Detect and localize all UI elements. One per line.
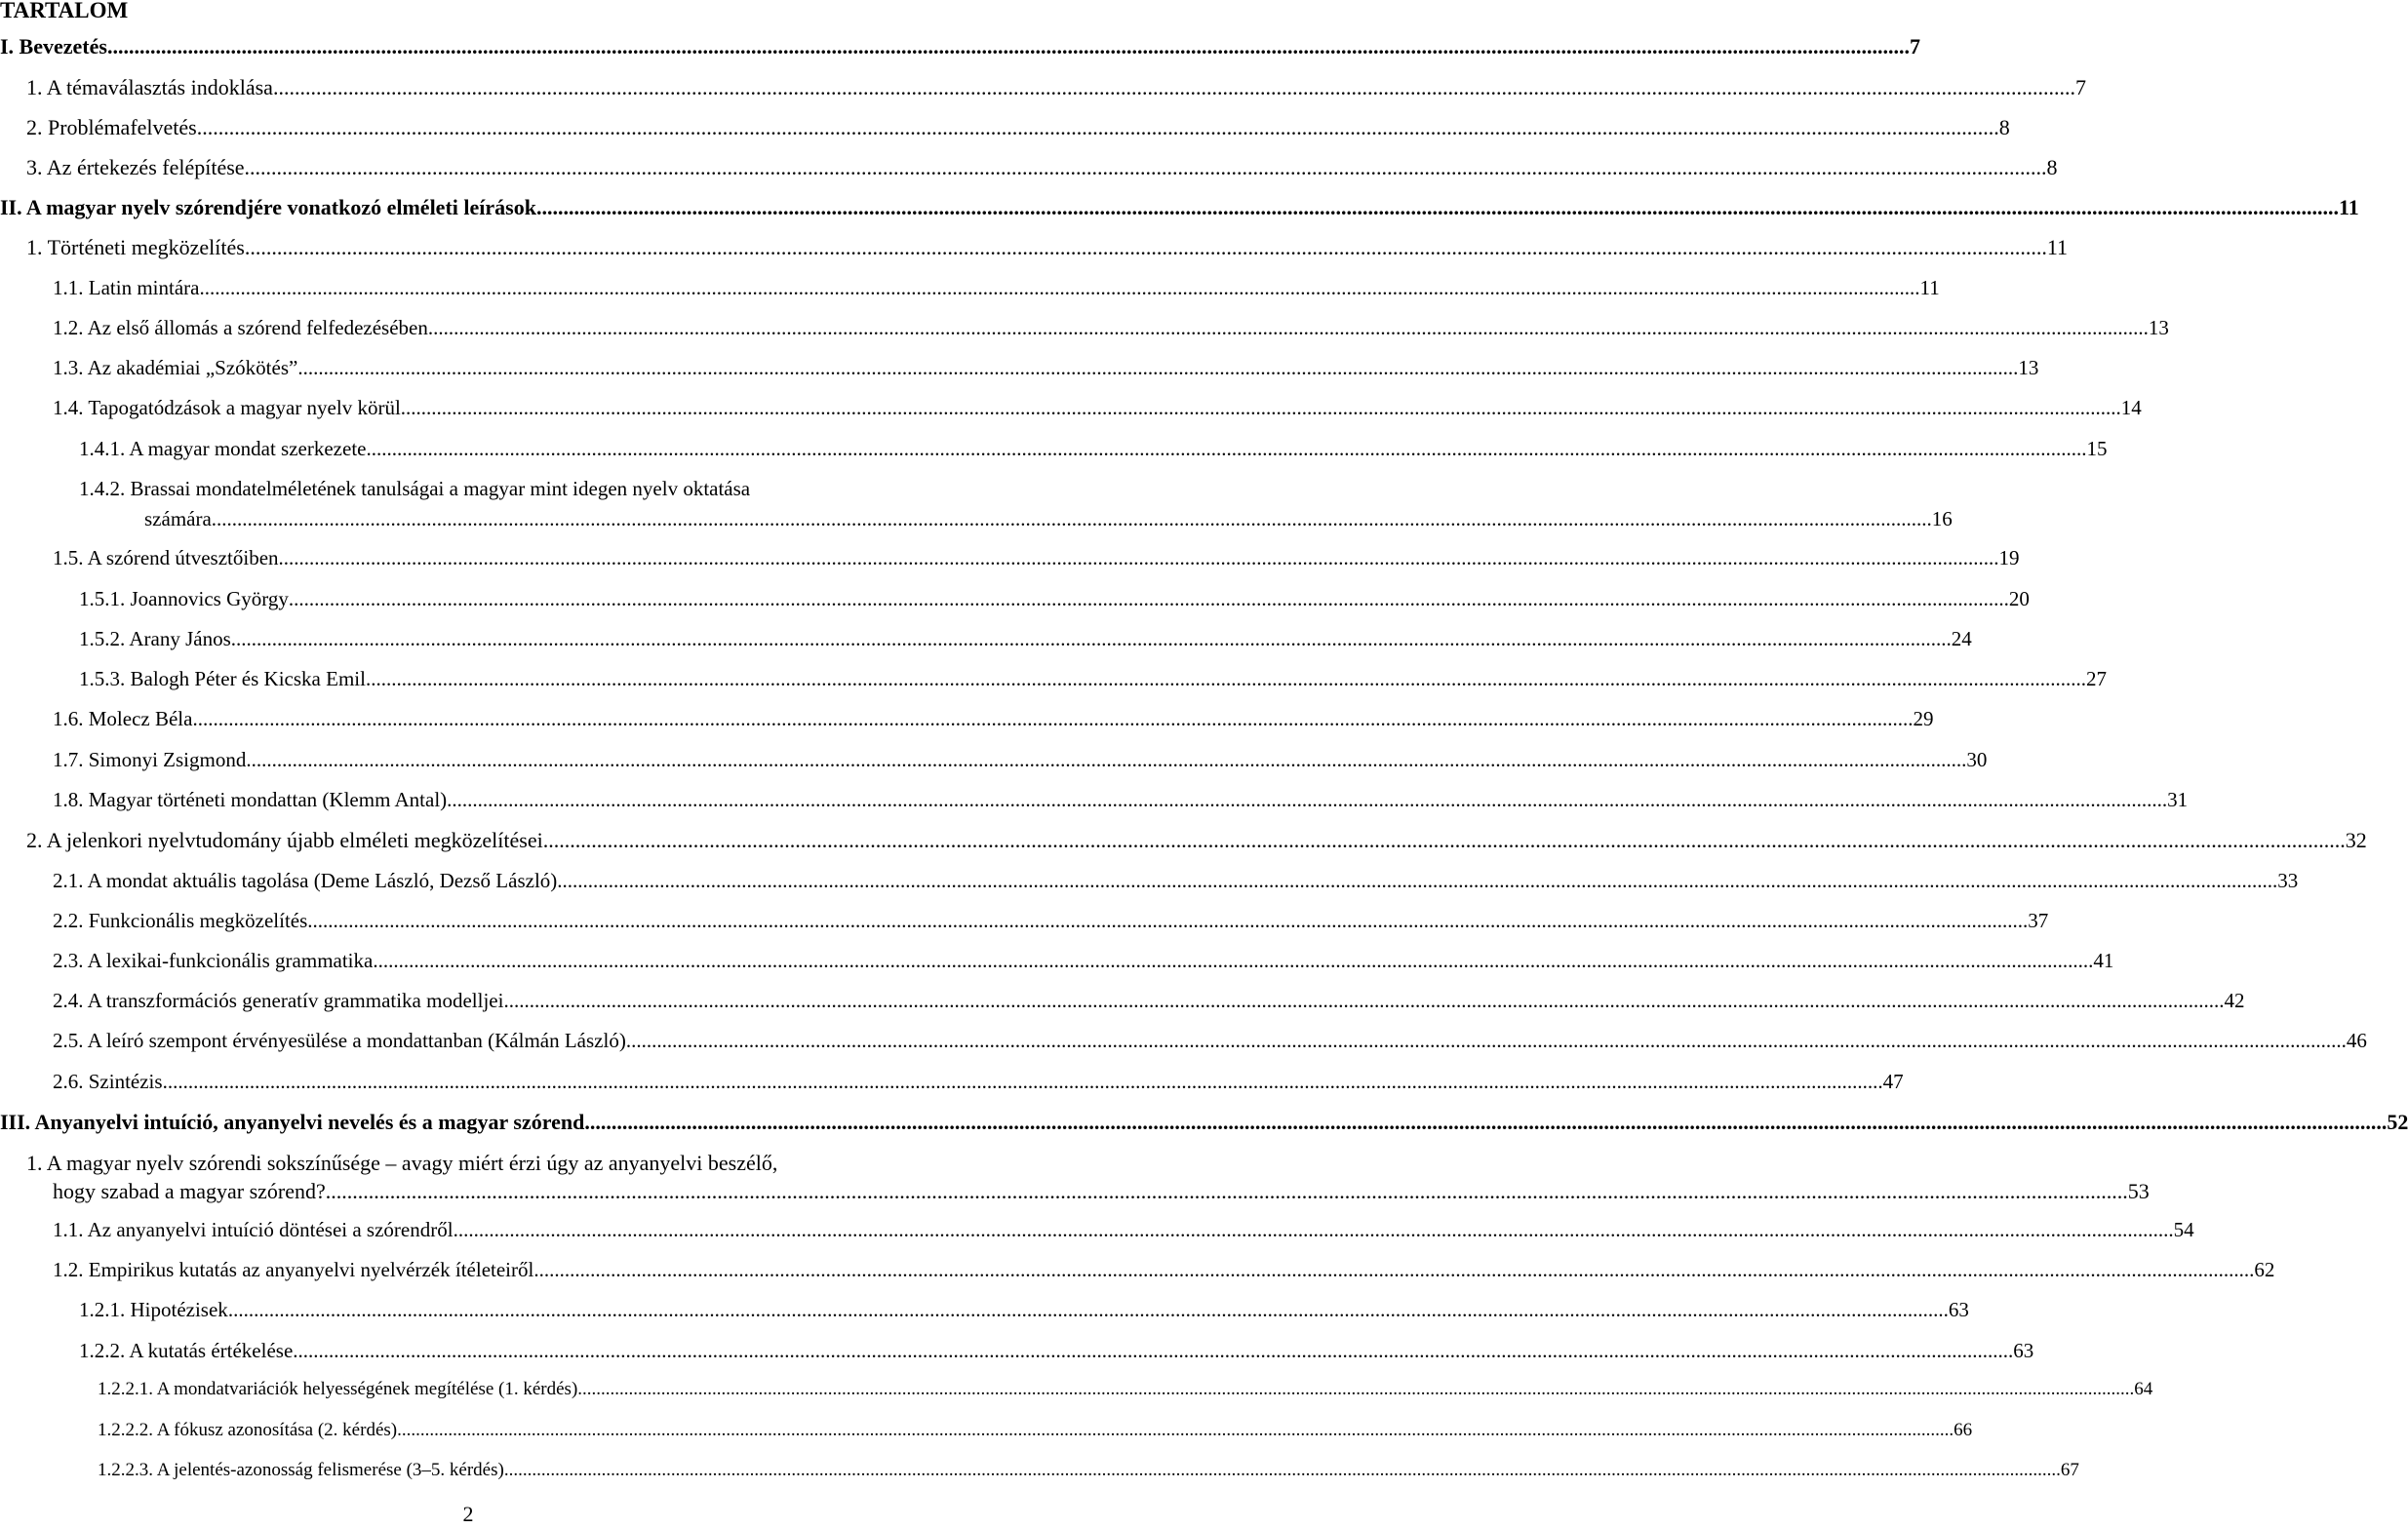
toc-entry-label: 2. A jelenkori nyelvtudomány újabb elméleti megközelítései xyxy=(26,828,543,852)
toc-page-number: 8 xyxy=(2046,155,2058,179)
toc-page-number: 67 xyxy=(2060,1460,2079,1480)
toc-leader-dots xyxy=(246,748,1966,771)
toc-entry-label: 1.1. Az anyanyelvi intuíció döntései a szórendről xyxy=(53,1218,454,1241)
toc-entry-label: 1.4.1. A magyar mondat szerkezete xyxy=(79,437,367,460)
toc-title: TARTALOM xyxy=(0,0,129,22)
toc-leader-dots xyxy=(273,75,2075,99)
toc-entry-label: 2.4. A transzformációs generatív grammatika modelljei xyxy=(53,989,504,1012)
toc-page-number: 11 xyxy=(2046,235,2068,259)
toc-entry-label: 1.3. Az akadémiai „Szókötés” xyxy=(53,356,298,379)
toc-leader-dots xyxy=(557,869,2277,892)
toc-entry-label: 2.5. A leíró szempont érvényesülése a mondattanban (Kálmán László) xyxy=(53,1029,626,1052)
toc-entry-label: 1.2.2.3. A jelentés-azonosság felismerése (3–5. kérdés) xyxy=(98,1460,504,1480)
toc-leader-dots xyxy=(626,1029,2347,1052)
toc-leader-dots xyxy=(231,627,1952,650)
toc-leader-dots xyxy=(163,1070,1883,1093)
toc-page-number: 33 xyxy=(2277,869,2299,892)
toc-leader-dots xyxy=(447,788,2167,811)
toc-entry-label: 1.8. Magyar történeti mondattan (Klemm Antal) xyxy=(53,788,448,811)
toc-entry-label: 1.2. Az első állomás a szórend felfedezésében xyxy=(53,316,428,339)
toc-leader-dots xyxy=(536,195,2339,219)
toc-leader-dots xyxy=(212,507,1932,530)
toc-page-number: 16 xyxy=(1931,507,1953,530)
toc-entry-label: I. Bevezetés xyxy=(0,34,107,59)
toc-leader-dots xyxy=(197,115,1999,139)
toc-entry-label: 2.6. Szintézis xyxy=(53,1070,163,1093)
toc-page-number: 14 xyxy=(2120,396,2142,419)
toc-leader-dots xyxy=(228,1298,1949,1321)
toc-entry-label: 1.4. Tapogatódzások a magyar nyelv körül xyxy=(53,396,401,419)
toc-leader-dots xyxy=(297,356,2018,379)
toc-page-number: 64 xyxy=(2134,1379,2153,1399)
toc-leader-dots xyxy=(584,1110,2387,1134)
toc-leader-dots xyxy=(373,949,2093,972)
toc-page-number: 52 xyxy=(2387,1110,2408,1134)
toc-page-number: 63 xyxy=(2013,1339,2034,1362)
toc-leader-dots xyxy=(245,235,2047,259)
toc-page-number: 54 xyxy=(2173,1218,2194,1241)
toc-page-number: 11 xyxy=(1919,276,1940,299)
toc-leader-dots xyxy=(504,1460,2061,1481)
toc-page-number: 62 xyxy=(2254,1258,2275,1281)
toc-page-number: 41 xyxy=(2093,949,2114,972)
toc-page-number: 15 xyxy=(2086,437,2108,460)
toc-page-number: 20 xyxy=(2008,587,2030,610)
toc-entry-label: 1.2. Empirikus kutatás az anyanyelvi nyelvérzék ítéleteiről xyxy=(53,1258,534,1281)
toc-leader-dots xyxy=(326,1179,2128,1203)
toc-entry-label: 1.5.2. Arany János xyxy=(79,627,231,650)
toc-page-number: 8 xyxy=(1998,115,2010,139)
toc-leader-dots xyxy=(192,707,1913,730)
toc-entry-label: 1.5. A szórend útvesztőiben xyxy=(53,546,279,569)
toc-leader-dots xyxy=(454,1218,2174,1241)
toc-page-number: 7 xyxy=(1909,34,1920,59)
toc-page-number: 66 xyxy=(1954,1420,1973,1440)
toc-leader-dots xyxy=(577,1379,2134,1400)
toc-leader-dots xyxy=(428,316,2149,339)
toc-entry-label: 1.2.2.1. A mondatvariációk helyességének megítélése (1. kérdés) xyxy=(98,1379,578,1399)
toc-entry-label: 1.1. Latin mintára xyxy=(53,276,200,299)
toc-leader-dots xyxy=(199,276,1919,299)
toc-page-number: 13 xyxy=(2148,316,2169,339)
toc-page-number: 37 xyxy=(2028,909,2049,932)
toc-page-number: 42 xyxy=(2224,989,2245,1012)
toc-page-number: 19 xyxy=(1998,546,2020,569)
toc-entry-label: 1.4.2. Brassai mondatelméletének tanulságai a magyar mint idegen nyelv oktatása xyxy=(79,477,751,500)
toc-entry-label: 1.7. Simonyi Zsigmond xyxy=(53,748,247,771)
toc-entry-label-continuation: hogy szabad a magyar szórend? xyxy=(53,1179,326,1203)
toc-leader-dots xyxy=(289,587,2009,610)
toc-leader-dots xyxy=(543,828,2346,852)
toc-leader-dots xyxy=(279,546,1999,569)
toc-page-number: 31 xyxy=(2167,788,2189,811)
toc-entry-label: 1. Történeti megközelítés xyxy=(26,235,245,259)
toc-entry-label: 1.2.2.2. A fókusz azonosítása (2. kérdés) xyxy=(98,1420,398,1440)
toc-page-number: 46 xyxy=(2346,1029,2367,1052)
toc-entry-label-continuation: számára xyxy=(144,507,212,530)
toc-entry-label: 1.5.1. Joannovics György xyxy=(79,587,289,610)
toc-page-number: 27 xyxy=(2085,667,2107,690)
toc-leader-dots xyxy=(533,1258,2254,1281)
toc-entry-label: 1. A magyar nyelv szórendi sokszínűsége – avagy miért érzi úgy az anyanyelvi beszélő, xyxy=(26,1151,778,1175)
toc-page-number: 7 xyxy=(2074,75,2086,99)
toc-page-number: 30 xyxy=(1966,748,1988,771)
toc-leader-dots xyxy=(366,437,2086,460)
toc-leader-dots xyxy=(293,1339,2013,1362)
toc-page-number: 11 xyxy=(2338,195,2359,219)
page-number: 2 xyxy=(462,1502,474,1526)
toc-leader-dots xyxy=(245,155,2047,179)
toc-entry-label: 2.1. A mondat aktuális tagolása (Deme László, Dezső László) xyxy=(53,869,558,892)
toc-page-number: 47 xyxy=(1882,1070,1904,1093)
toc-page-number: 63 xyxy=(1948,1298,1969,1321)
toc-entry-label: 1.2.2. A kutatás értékelése xyxy=(79,1339,294,1362)
toc-leader-dots xyxy=(401,396,2121,419)
toc-leader-dots xyxy=(307,909,2028,932)
toc-leader-dots xyxy=(366,667,2086,690)
toc-leader-dots xyxy=(397,1420,1954,1441)
toc-entry-label: 2. Problémafelvetés xyxy=(26,115,197,139)
toc-entry-label: 2.2. Funkcionális megközelítés xyxy=(53,909,308,932)
toc-entry-label: 3. Az értekezés felépítése xyxy=(26,155,245,179)
toc-leader-dots xyxy=(107,34,1910,59)
toc-page-number: 29 xyxy=(1913,707,1934,730)
toc-page-number: 32 xyxy=(2345,828,2367,852)
toc-page-number: 24 xyxy=(1951,627,1972,650)
toc-entry-label: 1.2.1. Hipotézisek xyxy=(79,1298,228,1321)
toc-entry-label: 2.3. A lexikai-funkcionális grammatika xyxy=(53,949,374,972)
toc-entry-label: 1.6. Molecz Béla xyxy=(53,707,193,730)
toc-page-number: 13 xyxy=(2018,356,2039,379)
toc-page-number: 53 xyxy=(2127,1179,2150,1203)
toc-entry-label: II. A magyar nyelv szórendjére vonatkozó elméleti leírások xyxy=(0,195,536,219)
toc-entry-label: 1.5.3. Balogh Péter és Kicska Emil xyxy=(79,667,366,690)
toc-leader-dots xyxy=(503,989,2224,1012)
toc-entry-label: 1. A témaválasztás indoklása xyxy=(26,75,273,99)
toc-entry-label: III. Anyanyelvi intuíció, anyanyelvi nevelés és a magyar szórend xyxy=(0,1110,585,1134)
